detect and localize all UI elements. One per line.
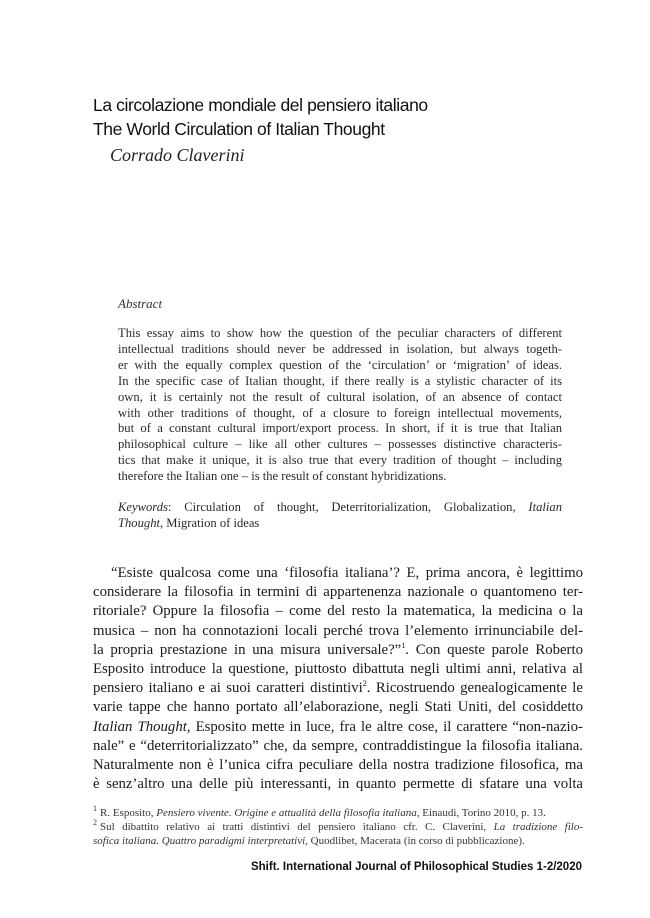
footnote-number: 2 bbox=[93, 818, 97, 828]
abstract-line: tics that make it unique, it is also true that every tradition of thought – including bbox=[118, 453, 562, 468]
footnotes bbox=[93, 806, 583, 848]
abstract-line: but of a constant cultural import/export process. In short, if it is true that Italian bbox=[118, 421, 562, 436]
body-text: . Con queste parole Roberto bbox=[405, 641, 583, 658]
body-line: musica – non ha connotazioni locali perché trova l’elemento irrinunciabile del- bbox=[93, 622, 583, 639]
footnote-ref-2[interactable]: 2 bbox=[362, 679, 367, 689]
footnote-italic: La tradizione filo- bbox=[493, 821, 584, 833]
footnote-text: Sul dibattito relativo ai tratti distintivi del pensiero italiano cfr. C. Claverini, bbox=[100, 821, 494, 833]
footnote-text: , Quodlibet, Macerata (in corso di pubblicazione). bbox=[305, 835, 525, 847]
body-text: . Ricostruendo genealogicamente le bbox=[366, 680, 583, 697]
body-line bbox=[93, 718, 583, 737]
keywords-italic: Italian bbox=[528, 500, 562, 514]
body-text: , Esposito mette in luce, fra le altre cose, il carattere “non-nazio- bbox=[186, 718, 583, 735]
abstract-line: intellectual traditions should never be addressed in isolation, but always togeth- bbox=[118, 341, 562, 356]
footnote-ref-1[interactable]: 1 bbox=[401, 640, 406, 650]
keywords-italic: Thought bbox=[118, 516, 160, 530]
body-text: pensiero italiano e ai suoi caratteri distintivi bbox=[93, 680, 363, 697]
footnote-number: 1 bbox=[93, 804, 97, 814]
footnote-italic: sofica italiana. Quattro paradigmi interpretativi bbox=[93, 835, 306, 847]
body-line: Naturalmente non è l’unica cifra peculiare della nostra tradizione filosofica, ma bbox=[93, 757, 583, 774]
abstract-line: philosophical culture – like all other cultures – possesses distinctive characteris- bbox=[118, 437, 562, 452]
footnote-text: , Einaudi, Torino 2010, p. 13. bbox=[416, 807, 546, 819]
title-english: The World Circulation of Italian Thought bbox=[93, 119, 385, 139]
keywords-line bbox=[118, 515, 562, 531]
abstract-line: er with the equally complex question of the ‘circulation’ or ‘migration’ of ideas. bbox=[118, 357, 562, 372]
body-line: “Esiste qualcosa come una ‘filosofia italiana’? E, prima ancora, è legittimo bbox=[111, 565, 583, 581]
keywords bbox=[118, 499, 562, 531]
body-line: ritoriale? Oppure la filosofia – come del resto la matematica, la medicina o la bbox=[93, 603, 583, 620]
abstract-line: therefore the Italian one – is the result of constant hybridizations. bbox=[118, 469, 447, 484]
footnote-1 bbox=[93, 806, 583, 820]
abstract-line: This essay aims to show how the question of the peculiar characters of different bbox=[118, 326, 562, 340]
body-line: è senz’altro una delle più interessanti, in quanto permette di sfatare una volta bbox=[93, 776, 583, 793]
body-italic: Italian Thought bbox=[93, 718, 187, 735]
keywords-text: : Circulation of thought, Deterritorialization, Globalization, bbox=[167, 500, 529, 514]
body-line bbox=[93, 679, 583, 698]
title-italian: La circolazione mondiale del pensiero italiano bbox=[93, 95, 428, 115]
abstract-line: with other traditions of thought, of a closure to foreign intellectual movements, bbox=[118, 405, 562, 420]
keywords-line bbox=[118, 499, 562, 515]
abstract-line: In the specific case of Italian thought, if there really is a stylistic character of its bbox=[118, 373, 562, 388]
body-line: varie tappe che hanno portato all’elaborazione, negli Stati Uniti, del cosiddetto bbox=[93, 699, 583, 716]
abstract-line: own, it is certainly not the result of cultural isolation, of an absence of contact bbox=[118, 389, 562, 404]
keywords-text: , Migration of ideas bbox=[160, 516, 260, 530]
journal-footer: Shift. International Journal of Philosophical Studies 1-2/2020 bbox=[250, 861, 582, 873]
body-line: Esposito introduce la questione, piuttosto dibattuta negli ultimi anni, relativa al bbox=[93, 661, 583, 678]
footnote-2 bbox=[93, 820, 583, 834]
body-line bbox=[93, 641, 583, 660]
body-line: nale” e “deterritorializzato” che, da sempre, contraddistingue la filosofia italiana. bbox=[93, 737, 583, 754]
author-name: Corrado Claverini bbox=[110, 145, 245, 165]
footnote-italic: Pensiero vivente. Origine e attualità della filosofia italiana bbox=[156, 807, 417, 819]
footnote-2-cont bbox=[93, 834, 583, 848]
body-paragraph bbox=[93, 564, 583, 794]
article-title bbox=[93, 93, 428, 141]
body-text: la propria prestazione in una misura universale?” bbox=[93, 641, 402, 658]
abstract-heading: Abstract bbox=[118, 296, 163, 311]
footnote-text: R. Esposito, bbox=[100, 807, 157, 819]
keywords-label: Keywords bbox=[118, 500, 168, 514]
body-line: considerare la filosofia in termini di appartenenza nazionale o quantomeno ter- bbox=[93, 584, 583, 601]
abstract-body bbox=[118, 326, 562, 485]
